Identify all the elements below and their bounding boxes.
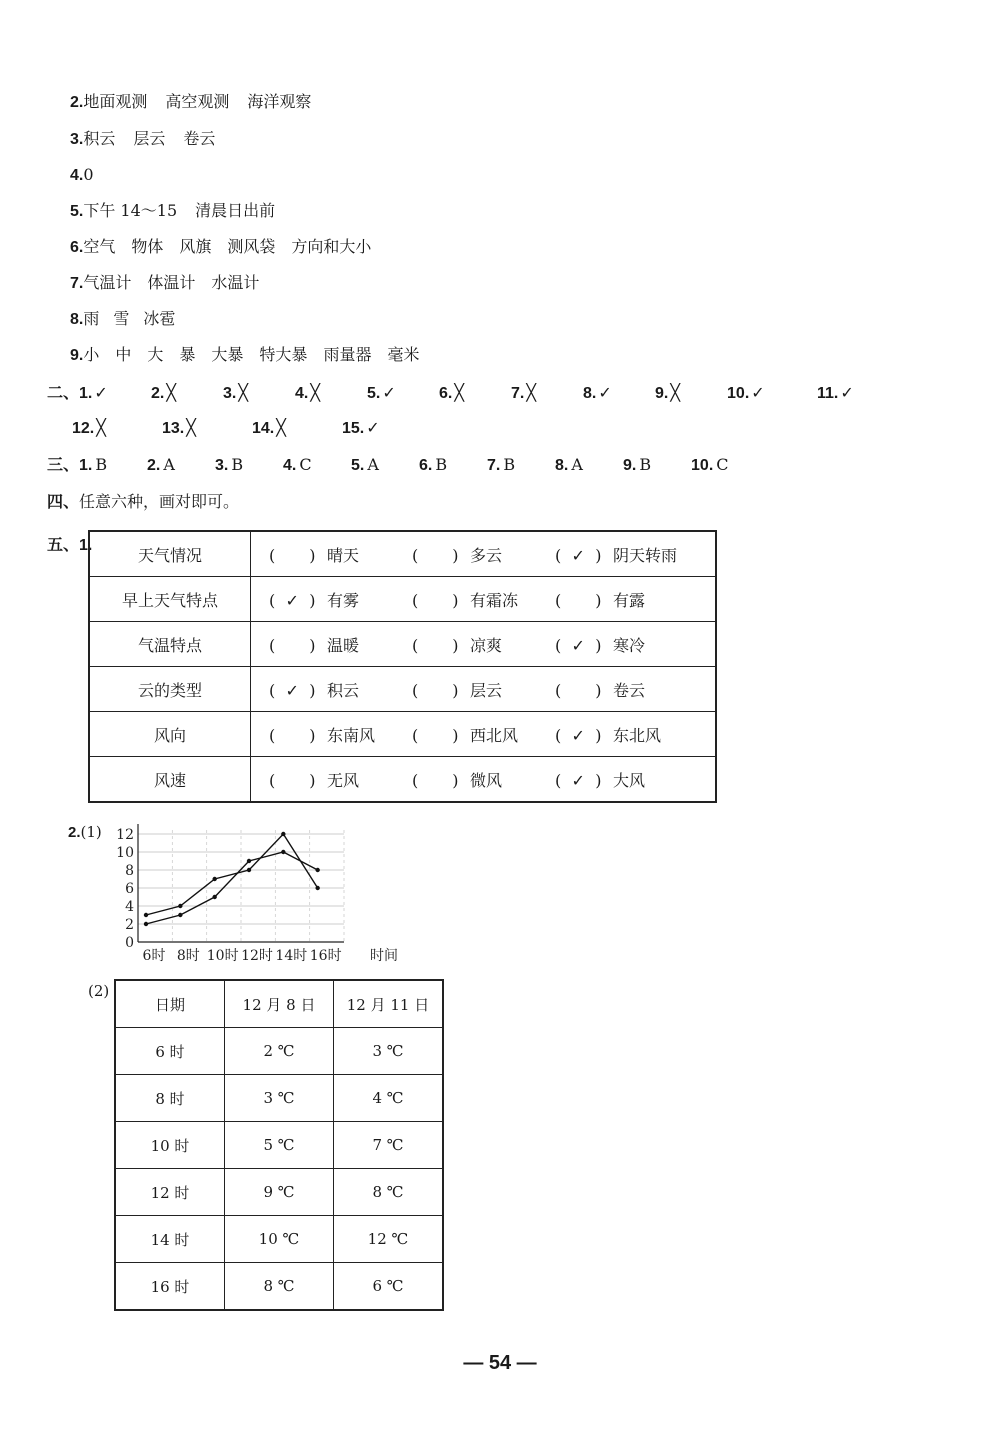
weather-option [269,588,412,611]
option-text: 凉爽 [470,635,503,655]
answer-item: 大 [147,345,164,364]
y-tick-label: 6 [125,881,134,897]
choice-item [623,455,681,476]
question-number: 9. [70,347,84,364]
answer-parenthesis: ( ) [412,725,459,745]
weather-option [555,768,698,791]
choice-answer: C [716,455,729,474]
weather-table [88,530,717,803]
question-number: 5. [367,385,381,402]
option-text: 东北风 [613,725,662,745]
weather-option [269,678,412,701]
temperature-table [114,979,444,1311]
check-mark-icon: ✓ [366,418,380,437]
check-mark-icon: ✓ [571,770,585,790]
weather-table-row [89,757,716,803]
weather-option [269,723,412,746]
table-cell: 7 ℃ [334,1122,444,1169]
weather-options-cell [251,577,717,622]
check-mark-icon: ✓ [571,635,585,655]
answer-item: 清晨日出前 [195,201,276,220]
weather-option [412,543,555,566]
option-text: 西北风 [470,725,519,745]
q2-part1-label: (1) [80,823,102,841]
weather-options-cell [251,667,717,712]
table-cell: 8 时 [115,1075,225,1122]
table-cell: 3 ℃ [225,1075,334,1122]
question-number: 7. [70,275,84,292]
answer-item: 特大暴 [259,345,308,364]
choice-answer: B [95,455,108,474]
cross-mark-icon: ╳ [454,383,464,402]
judgement-item [79,383,141,404]
question-number: 6. [439,385,453,402]
answer-parenthesis: ( ✓ ) [555,635,602,655]
table-cell: 14 时 [115,1216,225,1263]
question-number: 3. [215,457,229,474]
judgement-item [817,383,897,404]
answer-parenthesis: ( ) [412,635,459,655]
question-number: 10. [691,457,714,474]
cross-mark-icon: ╳ [238,383,248,402]
question-number: 9. [655,385,669,402]
choice-answer: A [163,455,175,474]
y-tick-label: 10 [116,845,134,861]
answer-item: 地面观测 [83,92,148,111]
weather-option [269,543,412,566]
data-point [144,922,148,926]
answer-parenthesis: ( ) [269,545,316,565]
choice-answer: A [367,455,379,474]
question-number: 5. [70,203,84,220]
answer-item: 层云 [133,129,166,148]
table-cell: 12 ℃ [334,1216,444,1263]
choice-answer: B [503,455,516,474]
choice-answer: B [435,455,448,474]
check-mark-icon: ✓ [382,383,396,402]
question-number: 10. [727,385,750,402]
option-text: 有雾 [327,590,360,610]
option-text: 无风 [327,770,360,790]
question-number: 6. [70,239,84,256]
question-number: 8. [70,311,84,328]
section3-row [47,455,771,476]
answer-item: 方向和大小 [291,237,372,256]
table-cell: 10 ℃ [225,1216,334,1263]
fill-in-line [70,345,419,366]
y-tick-label: 8 [125,863,134,879]
y-tick-label: 12 [116,827,134,843]
answer-item: 毫米 [387,345,420,364]
choice-item [487,455,545,476]
answer-item: 高空观测 [165,92,230,111]
q2-number: 2. [68,824,81,841]
judgement-item [72,418,152,439]
section3-label: 三、 [47,457,80,474]
check-mark-icon: ✓ [571,545,585,565]
data-point [144,913,148,917]
weather-row-label: 气温特点 [89,622,251,667]
answer-parenthesis: ( ) [412,590,459,610]
answer-item: 中 [115,345,132,364]
weather-option [555,588,698,611]
judgement-item [151,383,213,404]
fill-in-line [70,237,371,258]
option-text: 有霜冻 [470,590,519,610]
answer-parenthesis: ( ) [555,590,602,610]
judgement-item [342,418,422,439]
answer-item: 卷云 [183,129,216,148]
judgement-item [295,383,357,404]
weather-option [269,768,412,791]
section4-label: 四、 [47,494,80,511]
judgement-item [252,418,332,439]
fill-in-line [70,129,215,150]
option-text: 有露 [613,590,646,610]
fill-in-line [70,273,259,294]
judgement-item [223,383,285,404]
answer-item: 雨 [83,309,100,328]
answer-item: 测风袋 [227,237,276,256]
data-point [315,868,319,872]
weather-row-label: 早上天气特点 [89,577,251,622]
cross-mark-icon: ╳ [310,383,320,402]
choice-item [147,455,205,476]
answer-item: 空气 [83,237,116,256]
answer-parenthesis: ( ✓ ) [269,680,316,700]
weather-table-row [89,712,716,757]
cross-mark-icon: ╳ [166,383,176,402]
table-cell: 10 时 [115,1122,225,1169]
answer-item: 雨量器 [323,345,372,364]
option-text: 微风 [470,770,503,790]
table-cell: 9 ℃ [225,1169,334,1216]
option-text: 寒冷 [613,635,646,655]
choice-answer: C [299,455,312,474]
choice-item [215,455,273,476]
question-number: 11. [817,385,839,402]
weather-option [555,633,698,656]
option-text: 晴天 [327,545,360,565]
judgement-item [367,383,429,404]
weather-options-cell [251,757,717,803]
weather-table-row [89,667,716,712]
answer-item: 暴 [179,345,196,364]
check-mark-icon: ✓ [571,725,585,745]
table-cell: 4 ℃ [334,1075,444,1122]
question-number: 3. [223,385,237,402]
answer-item: 气温计 [83,273,132,292]
weather-options-cell [251,712,717,757]
fill-in-line [70,165,94,186]
data-point [247,868,251,872]
cross-mark-icon: ╳ [670,383,680,402]
answer-item: 0 [83,165,94,184]
question-number: 7. [487,457,501,474]
check-mark-icon: ✓ [285,680,299,700]
temperature-table-row [115,1263,443,1311]
option-text: 东南风 [327,725,376,745]
cross-mark-icon: ╳ [186,418,196,437]
fill-in-line [70,92,311,113]
table-cell: 3 ℃ [334,1028,444,1075]
choice-item [351,455,409,476]
weather-option [412,678,555,701]
table-cell: 16 时 [115,1263,225,1311]
answer-parenthesis: ( ) [555,680,602,700]
weather-row-label: 风速 [89,757,251,803]
x-tick-label: 10时 [206,948,239,964]
question-number: 14. [252,420,275,437]
answer-parenthesis: ( ) [412,680,459,700]
choice-answer: B [639,455,652,474]
judgement-item [439,383,501,404]
temperature-table-row [115,1028,443,1075]
answer-parenthesis: ( ) [269,725,316,745]
choice-item [555,455,613,476]
table-cell: 5 ℃ [225,1122,334,1169]
temperature-line-chart [110,820,410,965]
weather-option [412,588,555,611]
weather-option [269,633,412,656]
answer-item: 雪 [113,309,130,328]
question-number: 6. [419,457,433,474]
x-tick-label: 14时 [275,948,308,964]
question-number: 8. [583,385,597,402]
choice-item [79,455,137,476]
cross-mark-icon: ╳ [526,383,536,402]
y-tick-label: 2 [125,917,134,933]
y-tick-label: 4 [125,899,134,915]
weather-row-label: 云的类型 [89,667,251,712]
weather-row-label: 天气情况 [89,531,251,577]
option-text: 阴天转雨 [613,545,678,565]
x-tick-label: 6时 [142,948,166,964]
answer-parenthesis: ( ✓ ) [555,725,602,745]
option-text: 层云 [470,680,503,700]
check-mark-icon: ✓ [598,383,612,402]
answer-item: 风旗 [179,237,212,256]
answer-parenthesis: ( ✓ ) [555,545,602,565]
fill-in-line [70,201,275,222]
judgement-item [727,383,807,404]
data-point [178,913,182,917]
weather-option [412,633,555,656]
option-text: 卷云 [613,680,646,700]
weather-table-row [89,622,716,667]
weather-option [555,678,698,701]
weather-table-row [89,577,716,622]
question-number: 2. [147,457,161,474]
answer-item: 大暴 [211,345,244,364]
weather-option [555,723,698,746]
data-point [212,877,216,881]
judgement-item [511,383,573,404]
question-number: 9. [623,457,637,474]
q2-label [68,822,102,843]
answer-parenthesis: ( ✓ ) [269,590,316,610]
judgement-item [162,418,242,439]
weather-options-cell [251,622,717,667]
section2-row2 [72,418,432,439]
temperature-table-header [115,980,443,1028]
answer-item: 海洋观察 [247,92,312,111]
table-cell: 6 ℃ [334,1263,444,1311]
header-cell: 12 月 11 日 [334,980,444,1028]
header-cell: 日期 [115,980,225,1028]
option-text: 多云 [470,545,503,565]
temperature-table-row [115,1169,443,1216]
page-number: — 54 — [463,1352,537,1374]
weather-options-cell [251,531,717,577]
option-text: 大风 [613,770,646,790]
q1-number: 1. [79,537,93,554]
section4-row [47,492,239,513]
temperature-table-row [115,1216,443,1263]
question-number: 1. [79,457,93,474]
choice-item [419,455,477,476]
table-cell: 8 ℃ [225,1263,334,1311]
question-number: 8. [555,457,569,474]
data-point [247,859,251,863]
judgement-item [655,383,717,404]
weather-option [412,768,555,791]
judgement-item [583,383,645,404]
header-cell: 12 月 8 日 [225,980,334,1028]
fill-in-line [70,309,175,330]
question-number: 4. [283,457,297,474]
check-mark-icon: ✓ [840,383,854,402]
answer-item: 物体 [131,237,164,256]
weather-option [555,543,698,566]
x-tick-label: 16时 [309,948,342,964]
question-number: 3. [70,131,84,148]
question-number: 4. [70,167,84,184]
answer-item: 水温计 [211,273,260,292]
check-mark-icon: ✓ [285,590,299,610]
option-text: 温暖 [327,635,360,655]
data-point [281,832,285,836]
table-cell: 12 时 [115,1169,225,1216]
data-point [178,904,182,908]
answer-parenthesis: ( ✓ ) [555,770,602,790]
option-text: 积云 [327,680,360,700]
table-cell: 8 ℃ [334,1169,444,1216]
data-point [315,886,319,890]
data-point [212,895,216,899]
answer-parenthesis: ( ) [269,635,316,655]
q2-part2-label: (2) [88,982,110,1000]
question-number: 13. [162,420,185,437]
question-number: 12. [72,420,95,437]
question-number: 7. [511,385,525,402]
answer-item: 小 [83,345,100,364]
section2-label: 二、 [47,385,80,402]
x-tick-label: 8时 [176,948,200,964]
weather-option [412,723,555,746]
y-tick-label: 0 [125,935,134,951]
check-mark-icon: ✓ [94,383,108,402]
weather-table-row [89,531,716,577]
question-number: 2. [70,94,84,111]
answer-item: 积云 [83,129,116,148]
section2-row1 [47,383,907,404]
question-number: 1. [79,385,93,402]
section5-label: 五、 [47,537,80,554]
series-line [146,834,318,915]
choice-item [691,455,761,476]
answer-item: 体温计 [147,273,196,292]
answer-item: 下午 14～15 [83,201,178,220]
cross-mark-icon: ╳ [276,418,286,437]
section5-q1-label [47,535,92,556]
question-number: 5. [351,457,365,474]
data-point [281,850,285,854]
choice-item [283,455,341,476]
table-cell: 2 ℃ [225,1028,334,1075]
temperature-table-row [115,1075,443,1122]
cross-mark-icon: ╳ [96,418,106,437]
weather-row-label: 风向 [89,712,251,757]
x-axis-label: 时间 [370,948,398,964]
question-number: 2. [151,385,165,402]
answer-parenthesis: ( ) [269,770,316,790]
choice-answer: B [231,455,244,474]
question-number: 4. [295,385,309,402]
temperature-table-row [115,1122,443,1169]
check-mark-icon: ✓ [751,383,765,402]
x-tick-label: 12时 [241,948,273,964]
question-number: 15. [342,420,365,437]
answer-parenthesis: ( ) [412,770,459,790]
answer-item: 冰雹 [143,309,176,328]
section4-text: 任意六种，画对即可。 [79,492,240,511]
answer-parenthesis: ( ) [412,545,459,565]
choice-answer: A [571,455,583,474]
table-cell: 6 时 [115,1028,225,1075]
